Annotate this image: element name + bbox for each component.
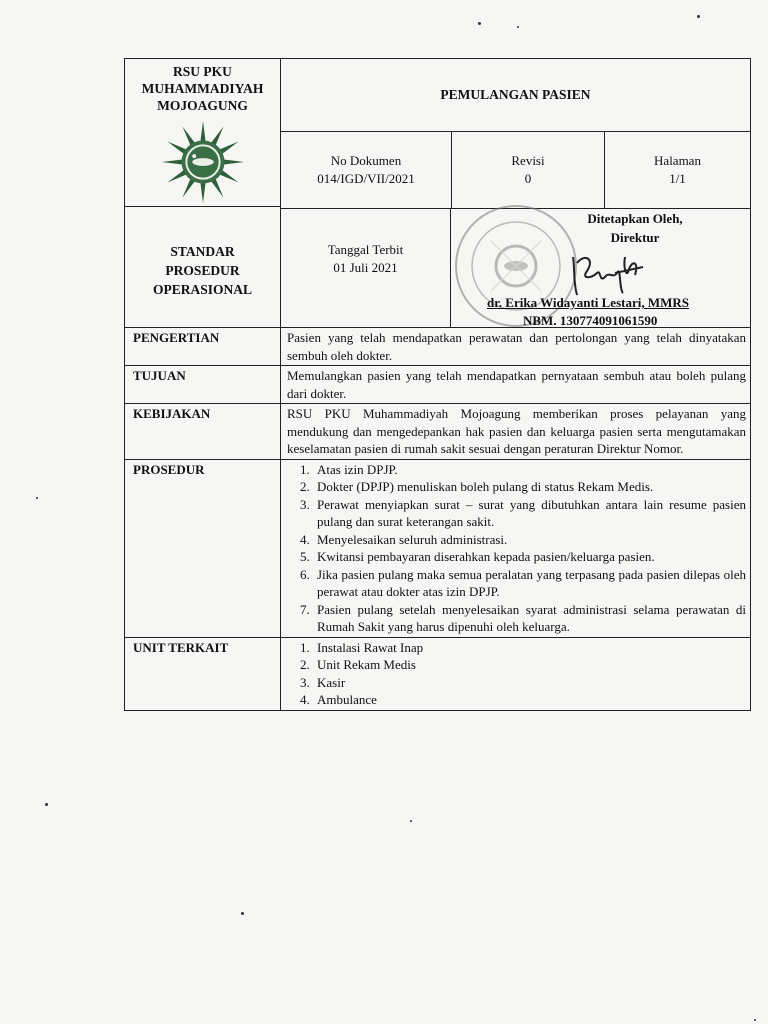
unit-terkait-label: UNIT TERKAIT (125, 638, 281, 710)
prosedur-list (287, 461, 746, 636)
sop-header (125, 59, 750, 328)
prosedur-step: 4. Menyelesaikan seluruh administrasi. (313, 531, 746, 549)
org-line-1: RSU PKU (173, 64, 232, 79)
unit-terkait-content (281, 638, 750, 710)
issue-date-label: Tanggal Terbit (327, 242, 404, 257)
revision-value: 0 (524, 171, 532, 186)
sop-line-1: STANDAR (170, 243, 235, 259)
doc-number-cell (281, 132, 452, 208)
unit-terkait-list (287, 639, 746, 709)
director-nbm: NBM. 130774091061590 (523, 313, 658, 328)
tujuan-text: Memulangkan pasien yang telah mendapatkan pernyataan sembuh atau boleh pulang dari dokter. (287, 368, 746, 401)
director-title: Direktur (610, 230, 660, 245)
prosedur-step: 3. Perawat menyiapkan surat – surat yang dibutuhkan antara lain resume pasien pulang dan surat keterangan sakit. (313, 496, 746, 531)
unit-item: 1. Instalasi Rawat Inap (313, 639, 746, 657)
prosedur-step: 2. Dokter (DPJP) menuliskan boleh pulang di status Rekam Medis. (313, 478, 746, 496)
org-line-2: MUHAMMADIYAH (141, 81, 264, 96)
document-meta-row (281, 132, 750, 209)
tujuan-label: TUJUAN (125, 366, 281, 403)
muhammadiyah-logo (155, 118, 251, 206)
document-title: PEMULANGAN PASIEN (281, 59, 750, 132)
director-signature (569, 249, 649, 299)
prosedur-step: 5. Kwitansi pembayaran diserahkan kepada pasien/keluarga pasien. (313, 548, 746, 566)
organization-cell (125, 59, 280, 207)
prosedur-step: 7. Pasien pulang setelah menyelesaikan syarat administrasi selama perawatan di Rumah Sakit yang harus dipenuhi oleh keluarga. (313, 601, 746, 636)
page-value: 1/1 (669, 171, 686, 186)
organization-name (142, 63, 264, 114)
director-name: dr. Erika Widayanti Lestari, MMRS (487, 295, 690, 310)
doc-number-label: No Dokumen (330, 153, 402, 168)
page-cell (605, 132, 750, 208)
kebijakan-label: KEBIJAKAN (125, 404, 281, 459)
pengertian-row (125, 328, 750, 365)
kebijakan-row (125, 403, 750, 459)
sop-line-3: OPERASIONAL (152, 281, 252, 297)
prosedur-label: PROSEDUR (125, 460, 281, 637)
tujuan-row (125, 365, 750, 403)
sop-line-2: PROSEDUR (165, 262, 240, 278)
unit-item: 4. Ambulance (313, 691, 746, 709)
page-label: Halaman (654, 153, 701, 168)
doc-number-value: 014/IGD/VII/2021 (317, 171, 415, 186)
pengertian-label: PENGERTIAN (125, 328, 281, 365)
prosedur-content (281, 460, 750, 637)
header-left-column (125, 59, 281, 327)
revision-label: Revisi (511, 153, 545, 168)
unit-terkait-row (125, 637, 750, 710)
unit-item: 2. Unit Rekam Medis (313, 656, 746, 674)
prosedur-step: 6. Jika pasien pulang maka semua peralatan yang terpasang pada pasien dilepas oleh perawat atau dokter atas izin DPJP. (313, 566, 746, 601)
pengertian-text: Pasien yang telah mendapatkan perawatan dan pertolongan yang telah dinyatakan sembuh oleh dokter. (287, 330, 746, 363)
issue-date-value: 01 Juli 2021 (333, 260, 398, 275)
header-right-column (281, 59, 750, 327)
issue-row (281, 209, 750, 327)
approval-heading (545, 209, 725, 247)
prosedur-row (125, 459, 750, 637)
kebijakan-text: RSU PKU Muhammadiyah Mojoagung memberikan proses pelayanan yang mendukung dan mengedepankan hak pasien dan keluarga pasien serta mengutamakan keselamatan pasien di rumah sakit sesuai dengan peraturan Direktur Nomor. (287, 406, 746, 456)
approved-by-text: Ditetapkan Oleh, (587, 211, 683, 226)
approval-cell (451, 209, 750, 327)
revision-cell (452, 132, 605, 208)
unit-item: 3. Kasir (313, 674, 746, 692)
prosedur-step: 1. Atas izin DPJP. (313, 461, 746, 479)
issue-date-cell (281, 209, 451, 327)
sop-table (124, 58, 751, 711)
org-line-3: MOJOAGUNG (157, 98, 248, 113)
sop-label-cell (125, 207, 280, 325)
